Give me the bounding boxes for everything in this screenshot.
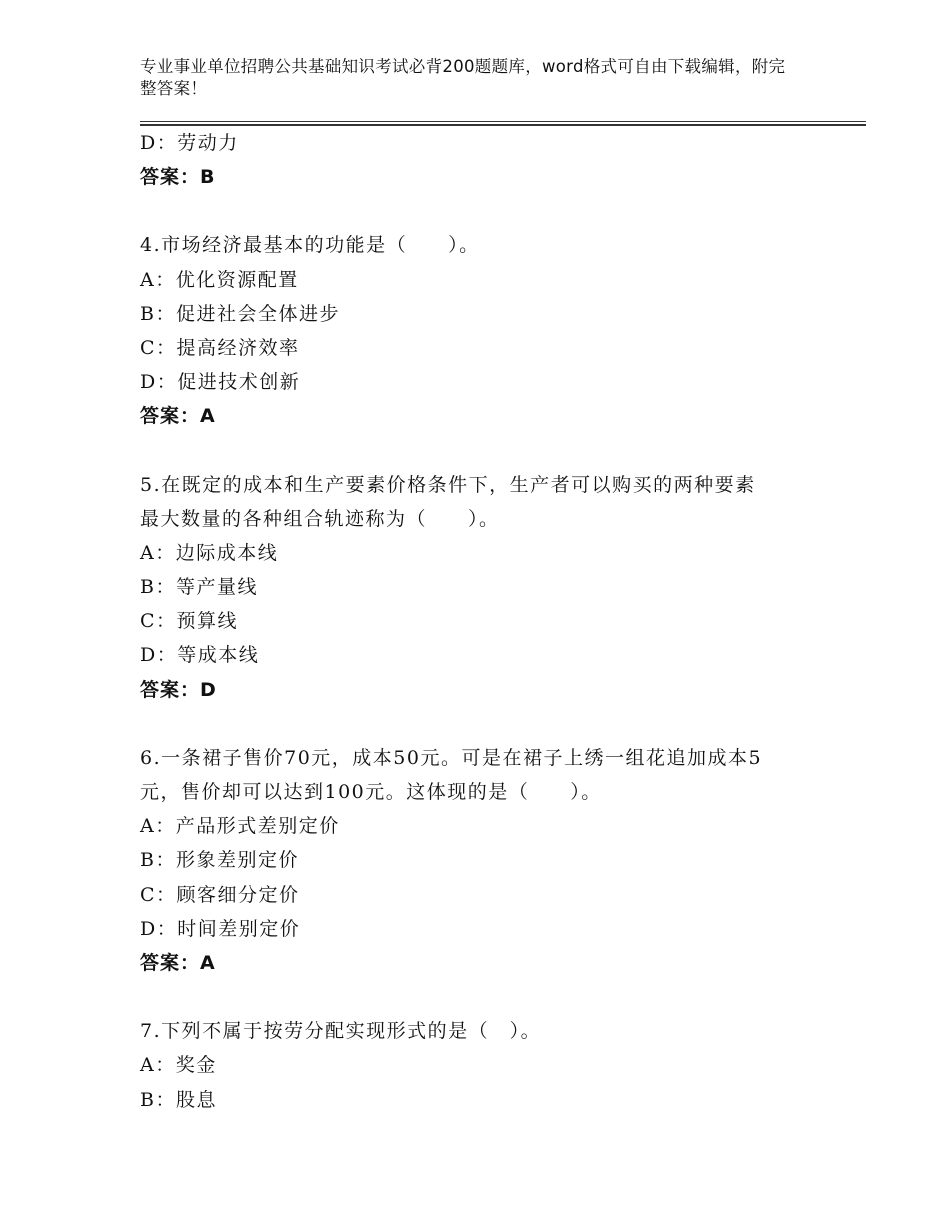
answer: 答案：A — [140, 951, 216, 974]
option-c: C：顾客细分定价 — [140, 883, 300, 906]
option-a: A：边际成本线 — [140, 541, 279, 564]
option-a: A：奖金 — [140, 1054, 217, 1077]
option-d: D：劳动力 — [140, 132, 239, 154]
option-b: B：促进社会全体进步 — [140, 302, 340, 325]
answer: 答案：B — [140, 166, 216, 189]
option-a: A：产品形式差别定价 — [140, 815, 340, 838]
option-b: B：形象差别定价 — [140, 849, 299, 872]
option-d: D：等成本线 — [140, 644, 260, 667]
question-spacer — [140, 707, 820, 741]
page-header: 专业事业单位招聘公共基础知识考试必背200题题库，word格式可自由下载编辑，附完整答案！ — [140, 57, 786, 98]
question-spacer — [140, 434, 820, 468]
question-stem-line-1: 5.在既定的成本和生产要素价格条件下，生产者可以购买的两种要素 — [140, 473, 756, 496]
header-rule-thin — [140, 121, 866, 122]
question-stem-line-1: 6.一条裙子售价70元，成本50元。可是在裙子上绣一组花追加成本5 — [140, 746, 763, 769]
question-5 — [140, 468, 820, 707]
option-d: D：促进技术创新 — [140, 371, 301, 394]
question-stem-line-2: 最大数量的各种组合轨迹称为（ ）。 — [140, 507, 500, 530]
question-6 — [140, 741, 820, 980]
option-c: C：提高经济效率 — [140, 336, 300, 359]
option-d: D：时间差别定价 — [140, 917, 301, 940]
option-b: B：股息 — [140, 1088, 217, 1111]
option-a: A：优化资源配置 — [140, 268, 299, 291]
answer: 答案：A — [140, 405, 216, 428]
question-spacer — [140, 980, 820, 1014]
question-7 — [140, 1014, 820, 1117]
question-list — [140, 126, 820, 1117]
question-stem: 4.市场经济最基本的功能是（ ）。 — [140, 234, 480, 257]
question-stem: 7.下列不属于按劳分配实现形式的是（ ）。 — [140, 1020, 542, 1043]
question-stem-line-2: 元，售价却可以达到100元。这体现的是（ ）。 — [140, 781, 602, 803]
question-3-tail — [140, 126, 820, 194]
question-4 — [140, 228, 820, 433]
option-c: C：预算线 — [140, 610, 239, 633]
question-spacer — [140, 194, 820, 228]
option-b: B：等产量线 — [140, 576, 258, 599]
answer: 答案：D — [140, 678, 217, 701]
